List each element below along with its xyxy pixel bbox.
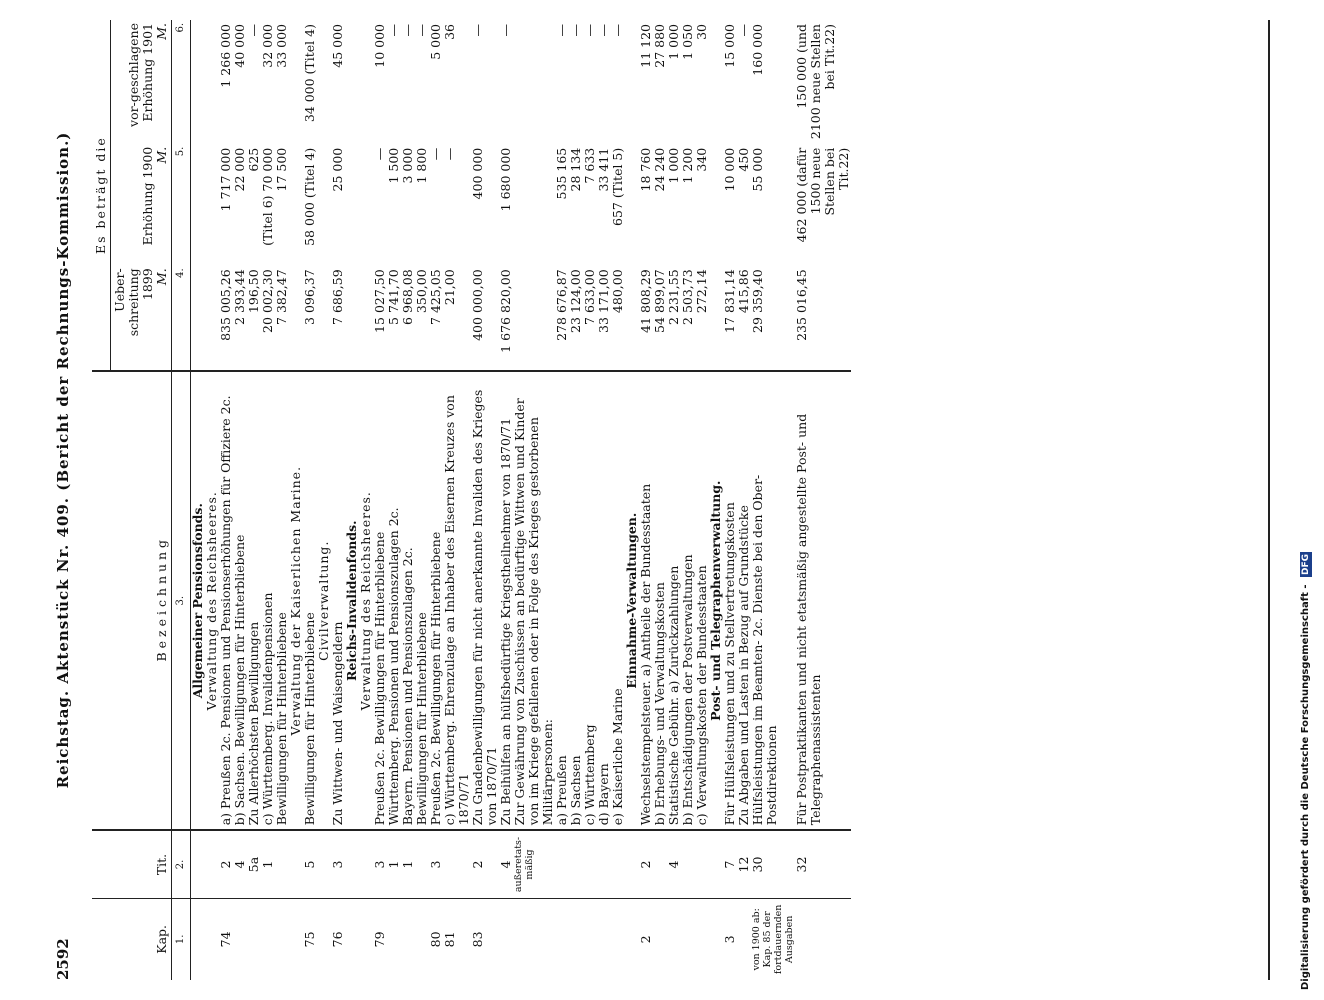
section-heading: Allgemeiner Pensionsfonds. xyxy=(191,371,206,830)
cell-kap xyxy=(233,898,247,980)
cell-erhoehung-1901: 11 120 xyxy=(638,24,653,68)
cell-erhoehung-1900 xyxy=(513,144,555,266)
cell-erhoehung-1900: 18 760 xyxy=(638,147,653,192)
cell-description: Württemberg. Pensionen und Pensionszulagen 2c. xyxy=(387,371,401,830)
cell-tit: 30 xyxy=(751,830,795,898)
cell-erhoehung-1900: 625 xyxy=(246,147,261,172)
cell-kap xyxy=(795,898,851,980)
cell-tit: 2 xyxy=(219,830,233,898)
cell-tit xyxy=(597,830,611,898)
cell-erhoehung-1900: 25 000 xyxy=(330,147,345,192)
cell-erhoehung-1901 xyxy=(513,20,555,144)
cell-erhoehung-1900: 24 240 xyxy=(652,147,667,192)
cell-tit xyxy=(583,830,597,898)
cell-kap xyxy=(681,898,695,980)
table-row xyxy=(471,20,499,980)
cell-description: a) Preußen 2c. Pensionen und Pensionserhöhungen für Offiziere 2c. xyxy=(219,371,233,830)
cell-tit: 3 xyxy=(429,830,443,898)
cell-description: Bayern. Pensionen und Pensionszulagen 2c. xyxy=(401,371,415,830)
cell-tit: 4 xyxy=(233,830,247,898)
subsection-heading-row xyxy=(317,20,331,980)
cell-kap xyxy=(555,898,569,980)
cell-ueberschreitung-1899: 33 171,00 xyxy=(596,269,611,333)
cell-ueberschreitung-1899: 6 968,08 xyxy=(400,269,415,325)
table-row xyxy=(737,20,751,980)
cell-ueberschreitung-1899: 7 425,05 xyxy=(428,269,443,325)
cell-ueberschreitung-1899: 7 382,47 xyxy=(274,269,289,325)
cell-ueberschreitung-1899: 400 000,00 xyxy=(470,269,485,341)
table-row xyxy=(429,20,443,980)
cell-erhoehung-1900: 58 000 (Titel 4) xyxy=(302,147,317,246)
cell-tit: außeretats-mäßig xyxy=(513,830,555,898)
cell-kap: 2 xyxy=(639,898,653,980)
table-row xyxy=(443,20,471,980)
cell-description: Bewilligungen für Hinterbliebene xyxy=(275,371,289,830)
cell-tit xyxy=(443,830,471,898)
cell-kap xyxy=(569,898,583,980)
cell-kap: 79 xyxy=(373,898,387,980)
table-row xyxy=(795,20,851,980)
cell-erhoehung-1901: 32 000 xyxy=(260,24,275,68)
side-credit xyxy=(1300,10,1316,990)
cell-description: c) Württemberg. Ehrenzulage an Inhaber des Eisernen Kreuzes von 1870/71 xyxy=(443,371,471,830)
cell-kap: 76 xyxy=(331,898,345,980)
cell-erhoehung-1901: 5 000 xyxy=(428,24,443,60)
cell-description: c) Verwaltungskosten der Bundesstaaten xyxy=(695,371,709,830)
cell-kap xyxy=(247,898,261,980)
cell-erhoehung-1900: 1 000 xyxy=(666,147,681,184)
cell-tit xyxy=(611,830,625,898)
table-row xyxy=(373,20,387,980)
cell-kap: 81 xyxy=(443,898,471,980)
column-group-row xyxy=(92,20,111,980)
table-row xyxy=(695,20,709,980)
cell-erhoehung-1900: 3 000 xyxy=(400,147,415,184)
cell-erhoehung-1901: 34 000 (Titel 4) xyxy=(302,24,317,123)
cell-erhoehung-1901: 1 050 xyxy=(680,24,695,60)
col-group-header: Es beträgt die xyxy=(92,20,111,371)
section-heading-row xyxy=(191,20,206,980)
table-row xyxy=(499,20,513,980)
cell-kap: 75 xyxy=(303,898,317,980)
cell-ueberschreitung-1899: 415,86 xyxy=(736,269,751,314)
cell-tit: 1 xyxy=(261,830,275,898)
cell-erhoehung-1901: 40 000 xyxy=(232,24,247,68)
cell-tit: 32 xyxy=(795,830,851,898)
subsection-heading: Verwaltung der Kaiserlichen Marine. xyxy=(289,371,303,830)
col-bez-header: B e z e i c h n u n g xyxy=(92,371,172,830)
table-row xyxy=(387,20,401,980)
cell-tit: 7 xyxy=(723,830,737,898)
cell-ueberschreitung-1899: 23 124,00 xyxy=(568,269,583,333)
cell-tit xyxy=(653,830,667,898)
cell-tit xyxy=(555,830,569,898)
cell-erhoehung-1901: 30 xyxy=(694,24,709,40)
cell-description: Preußen 2c. Bewilligungen für Hinterbliebene xyxy=(429,371,443,830)
cell-erhoehung-1900: 1 680 000 xyxy=(498,147,513,212)
cell-ueberschreitung-1899: 54 899,07 xyxy=(652,269,667,333)
col-ueber-header: Ueber-schreitung 1899 M. xyxy=(111,265,172,371)
cell-erhoehung-1900: — xyxy=(372,147,387,161)
cell-kap: 80 xyxy=(429,898,443,980)
section-heading-row xyxy=(625,20,639,980)
cell-kap xyxy=(653,898,667,980)
side-credit-text: Digitalisierung gefördert durch die Deutsche Forschungsgemeinschaft - xyxy=(1300,584,1311,990)
cell-erhoehung-1900: 1 200 xyxy=(680,147,695,184)
section-heading: Einnahme-Verwaltungen. xyxy=(625,371,639,830)
cell-ueberschreitung-1899: 21,00 xyxy=(442,269,457,306)
cell-tit: 4 xyxy=(667,830,681,898)
cell-description: b) Erhebungs- und Verwaltungskosten xyxy=(653,371,667,830)
table-row xyxy=(611,20,625,980)
cell-description: Wechselstempelsteuer. a) Antheile der Bundesstaaten xyxy=(639,371,653,830)
cell-erhoehung-1900: 400 000 xyxy=(470,147,485,200)
cell-erhoehung-1900: (Titel 6) 70 000 xyxy=(260,147,275,246)
cell-ueberschreitung-1899: 29 359,40 xyxy=(750,269,765,333)
cell-ueberschreitung-1899: 278 676,87 xyxy=(554,269,569,341)
cell-erhoehung-1901: 1 000 xyxy=(666,24,681,60)
dfg-logo: DFG xyxy=(1301,553,1311,575)
cell-description: Für Hülfsleistungen und zu Stellvertretungskosten xyxy=(723,371,737,830)
cell-erhoehung-1900: 340 xyxy=(694,147,709,172)
col-tit-header: Tit. xyxy=(92,830,172,898)
cell-kap xyxy=(275,898,289,980)
table-body xyxy=(191,20,852,980)
subsection-heading: Verwaltung des Reichsheeres. xyxy=(359,371,373,830)
cell-tit: 1 xyxy=(401,830,415,898)
cell-erhoehung-1900: 657 (Titel 5) xyxy=(610,147,625,226)
cell-ueberschreitung-1899: 196,50 xyxy=(246,269,261,314)
cell-erhoehung-1900: 22 000 xyxy=(232,147,247,192)
cell-description: Zu Wittwen- und Waisengeldern xyxy=(331,371,345,830)
cell-tit xyxy=(415,830,429,898)
subsection-heading-row xyxy=(205,20,219,980)
cell-ueberschreitung-1899: 7 686,59 xyxy=(330,269,345,325)
cell-description: Zu Abgaben und Lasten in Bezug auf Grundstücke xyxy=(737,371,751,830)
cell-erhoehung-1900: 10 000 xyxy=(722,147,737,192)
cell-description: Hülfsleistungen im Beamten- 2c. Dienste bei den Ober-Postdirektionen xyxy=(751,371,795,830)
cell-erhoehung-1901: 36 xyxy=(442,24,457,40)
budget-table xyxy=(92,20,851,980)
cell-kap xyxy=(611,898,625,980)
cell-description: b) Entschädigungen der Postverwaltungen xyxy=(681,371,695,830)
table-row xyxy=(275,20,289,980)
cell-erhoehung-1900: 17 500 xyxy=(274,147,289,192)
table-row xyxy=(303,20,317,980)
col-erh1901-header: vor-geschlagene Erhöhung 1901 M. xyxy=(111,20,172,144)
cell-ueberschreitung-1899: 5 741,70 xyxy=(386,269,401,325)
cell-erhoehung-1901: — xyxy=(610,24,625,37)
cell-erhoehung-1901: 150 000 (und 2100 neue Stellen bei Tit.22) xyxy=(794,24,837,140)
cell-description: e) Kaiserliche Marine xyxy=(611,371,625,830)
cell-tit: 3 xyxy=(373,830,387,898)
cell-tit: 3 xyxy=(331,830,345,898)
cell-erhoehung-1900: 1 500 xyxy=(386,147,401,184)
table-row xyxy=(247,20,261,980)
cell-erhoehung-1901: — xyxy=(246,24,261,37)
cell-kap xyxy=(415,898,429,980)
cell-tit xyxy=(569,830,583,898)
cell-kap xyxy=(597,898,611,980)
cell-erhoehung-1900: 33 411 xyxy=(596,147,611,192)
cell-erhoehung-1901: — xyxy=(414,24,429,37)
cell-ueberschreitung-1899: 272,14 xyxy=(694,269,709,314)
bottom-rule xyxy=(1268,20,1270,980)
cell-ueberschreitung-1899: 2 393,44 xyxy=(232,269,247,325)
cell-erhoehung-1901: 1 266 000 xyxy=(218,24,233,88)
cell-tit: 12 xyxy=(737,830,751,898)
cell-kap xyxy=(513,898,555,980)
section-heading-row xyxy=(709,20,723,980)
cell-erhoehung-1901: — xyxy=(470,24,485,37)
cell-description: Zu Gnadenbewilligungen für nicht anerkannte Invaliden des Krieges von 1870/71 xyxy=(471,371,499,830)
cell-description: Zu Allerhöchsten Bewilligungen xyxy=(247,371,261,830)
cell-ueberschreitung-1899: 20 002,30 xyxy=(260,269,275,333)
page-header xyxy=(42,20,82,980)
cell-erhoehung-1900: 1 717 000 xyxy=(218,147,233,212)
cell-description: d) Bayern xyxy=(597,371,611,830)
cell-erhoehung-1901: — xyxy=(596,24,611,37)
table-row xyxy=(401,20,415,980)
cell-tit: 5 xyxy=(303,830,317,898)
cell-erhoehung-1900: 28 134 xyxy=(568,147,583,192)
cell-ueberschreitung-1899: 17 831,14 xyxy=(722,269,737,333)
cell-erhoehung-1900: 535 165 xyxy=(554,147,569,200)
cell-ueberschreitung-1899: 15 027,50 xyxy=(372,269,387,333)
subsection-heading: Civilverwaltung. xyxy=(317,371,331,830)
section-heading: Reichs-Invalidenfonds. xyxy=(345,371,359,830)
cell-tit: 4 xyxy=(499,830,513,898)
table-row xyxy=(597,20,611,980)
subsection-heading: Verwaltung des Reichsheeres. xyxy=(205,371,219,830)
cell-tit: 2 xyxy=(471,830,499,898)
cell-erhoehung-1901: 45 000 xyxy=(330,24,345,68)
cell-erhoehung-1901: — xyxy=(386,24,401,37)
cell-kap: 74 xyxy=(219,898,233,980)
cell-ueberschreitung-1899: 2 503,73 xyxy=(680,269,695,325)
cell-tit xyxy=(695,830,709,898)
table-row xyxy=(583,20,597,980)
cell-description: b) Sachsen. Bewilligungen für Hinterbliebene xyxy=(233,371,247,830)
table-row xyxy=(233,20,247,980)
cell-erhoehung-1900: 462 000 (dafür 1500 neue Stellen bei Tit.22) xyxy=(794,147,851,243)
cell-tit: 5a xyxy=(247,830,261,898)
cell-ueberschreitung-1899: 350,00 xyxy=(414,269,429,314)
column-number-row: 1. 2. 3. 4. 5. 6. xyxy=(172,20,191,980)
cell-ueberschreitung-1899: 1 676 820,00 xyxy=(498,269,513,353)
cell-erhoehung-1901: 33 000 xyxy=(274,24,289,68)
cell-kap: 3 xyxy=(723,898,737,980)
cell-erhoehung-1901: — xyxy=(498,24,513,37)
cell-erhoehung-1900: 55 000 xyxy=(750,147,765,192)
page-number: 2592 xyxy=(54,938,72,980)
cell-description: Zu Beihülfen an hülfsbedürftige Kriegstheilnehmer von 1870/71 xyxy=(499,371,513,830)
table-row xyxy=(639,20,653,980)
cell-description: Zur Gewährung von Zuschüssen an bedürftige Wittwen und Kinder von im Kriege gefallenen oder in Folge des Krieges gestorbenen Militärpersonen: xyxy=(513,371,555,830)
cell-ueberschreitung-1899: 235 016,45 xyxy=(794,269,809,341)
section-heading-row xyxy=(345,20,359,980)
table-row xyxy=(415,20,429,980)
cell-kap xyxy=(499,898,513,980)
table-row xyxy=(331,20,345,980)
cell-erhoehung-1901: — xyxy=(736,24,751,37)
table-row xyxy=(513,20,555,980)
cell-description: a) Preußen xyxy=(555,371,569,830)
cell-erhoehung-1900: 1 800 xyxy=(414,147,429,184)
cell-ueberschreitung-1899: 480,00 xyxy=(610,269,625,314)
cell-ueberschreitung-1899 xyxy=(513,265,555,371)
table-row xyxy=(555,20,569,980)
cell-description: b) Sachsen xyxy=(569,371,583,830)
table-row xyxy=(219,20,233,980)
cell-description: Statistische Gebühr. a) Zurückzahlungen xyxy=(667,371,681,830)
col-kap-header: Kap. xyxy=(92,898,172,980)
table-row xyxy=(723,20,737,980)
table-row xyxy=(653,20,667,980)
cell-tit: 1 xyxy=(387,830,401,898)
cell-erhoehung-1900: 7 633 xyxy=(582,147,597,184)
cell-ueberschreitung-1899: 835 005,26 xyxy=(218,269,233,341)
page-title: Reichstag. Aktenstück Nr. 409. (Bericht der Rechnungs-Kommission.) xyxy=(54,131,72,789)
cell-erhoehung-1900: — xyxy=(442,147,457,161)
cell-erhoehung-1901: — xyxy=(568,24,583,37)
cell-erhoehung-1901: — xyxy=(400,24,415,37)
cell-kap xyxy=(667,898,681,980)
cell-tit: 2 xyxy=(639,830,653,898)
cell-tit xyxy=(275,830,289,898)
cell-description: Bewilligungen für Hinterbliebene xyxy=(415,371,429,830)
table-row xyxy=(751,20,795,980)
cell-ueberschreitung-1899: 41 808,29 xyxy=(638,269,653,333)
cell-erhoehung-1900: — xyxy=(428,147,443,161)
cell-kap xyxy=(261,898,275,980)
cell-ueberschreitung-1899: 7 633,00 xyxy=(582,269,597,325)
col-erh1900-header: Erhöhung 1900 M. xyxy=(111,144,172,266)
cell-description: c) Württemberg. Invalidenpensionen xyxy=(261,371,275,830)
cell-description: Preußen 2c. Bewilligungen für Hinterbliebene xyxy=(373,371,387,830)
cell-erhoehung-1901: — xyxy=(554,24,569,37)
subsection-heading-row xyxy=(359,20,373,980)
cell-description: Bewilligungen für Hinterbliebene xyxy=(303,371,317,830)
cell-kap xyxy=(695,898,709,980)
cell-kap xyxy=(387,898,401,980)
cell-erhoehung-1900: 450 xyxy=(736,147,751,172)
cell-kap: 83 xyxy=(471,898,499,980)
cell-description: Für Postpraktikanten und nicht etatsmäßig angestellte Post- und Telegraphenassistenten xyxy=(795,371,851,830)
table-row xyxy=(261,20,275,980)
cell-kap xyxy=(583,898,597,980)
subsection-heading-row xyxy=(289,20,303,980)
cell-erhoehung-1901: 10 000 xyxy=(372,24,387,68)
table-row xyxy=(667,20,681,980)
table-row xyxy=(569,20,583,980)
cell-erhoehung-1901: 160 000 xyxy=(750,24,765,76)
cell-erhoehung-1901: 15 000 xyxy=(722,24,737,68)
cell-erhoehung-1901: 27 880 xyxy=(652,24,667,68)
table-row xyxy=(681,20,695,980)
cell-kap xyxy=(401,898,415,980)
section-heading: Post- und Telegraphenverwaltung. xyxy=(709,371,723,830)
cell-description: c) Württemberg xyxy=(583,371,597,830)
cell-ueberschreitung-1899: 2 231,55 xyxy=(666,269,681,325)
cell-tit xyxy=(681,830,695,898)
cell-erhoehung-1901: — xyxy=(582,24,597,37)
cell-kap: von 1900 ab: Kap. 85 der fortdauernden Ausgaben xyxy=(751,898,795,980)
cell-ueberschreitung-1899: 3 096,37 xyxy=(302,269,317,325)
cell-kap xyxy=(737,898,751,980)
